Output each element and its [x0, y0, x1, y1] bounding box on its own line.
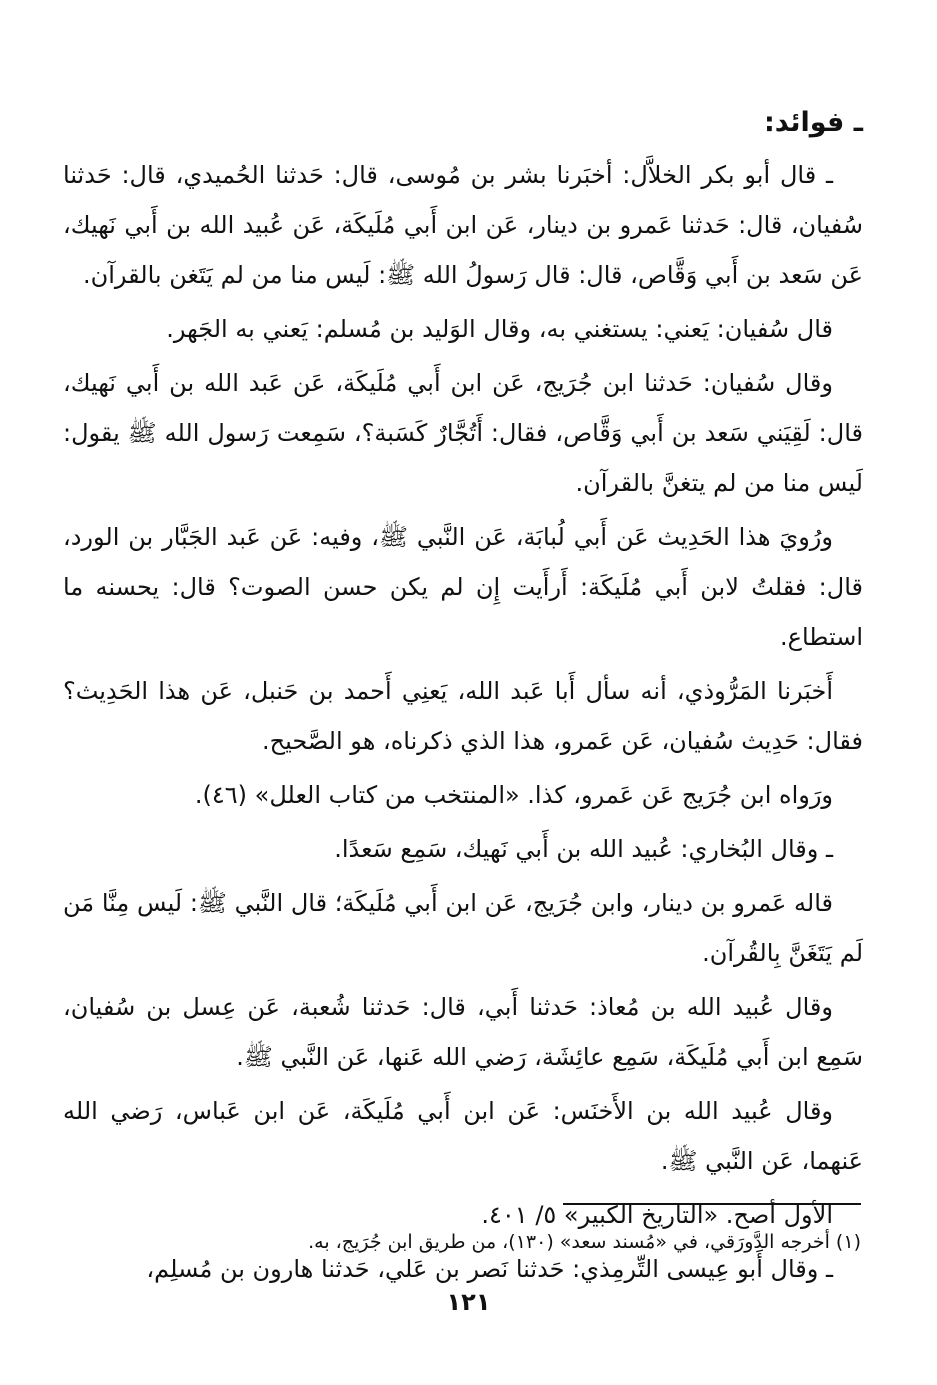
page-body: [63, 96, 863, 1298]
paragraph-sufyan-explanation: قال سُفيان: يَعني: يستغني به، وقال الوَليد بن مُسلم: يَعني به الجَهر.: [166, 315, 833, 343]
footnote-divider: [563, 1203, 861, 1205]
paragraph-abu-lubaba: ورُويَ هذا الحَدِيث عَن أَبي لُبابَة، عَن النَّبي ﷺ، وفيه: عَن عَبد الجَبَّار بن الورد، قال: فقلتُ لابن أَبي مُلَيكَة: أَرأَيت إِن لم يكن حسن الصوت؟ قال: يحسنه ما استطاع.: [63, 523, 863, 651]
paragraph-ibn-al-akhnas: وقال عُبيد الله بن الأَخنَس: عَن ابن أَبي مُلَيكَة، عَن ابن عَباس، رَضي الله عَنهما، عَن النَّبي ﷺ.: [63, 1097, 863, 1175]
paragraph-tirmidhi: ـ وقال أَبو عِيسى التِّرمِذي: حَدثنا نَصر بن عَلي، حَدثنا هارون بن مُسلِم،: [146, 1255, 833, 1283]
paragraph-ubaidullah-ibn-muadh: وقال عُبيد الله بن مُعاذ: حَدثنا أَبي، قال: حَدثنا شُعبة، عَن عِسل بن سُفيان، سَمِع ابن أَبي مُلَيكَة، سَمِع عائِشَة، رَضي الله عَنها، عَن النَّبي ﷺ.: [63, 993, 863, 1071]
paragraph-tarikh-kabir-reference: الأول أصح. «التاريخ الكبير» ٥/ ٤٠١.: [481, 1201, 833, 1229]
section-heading: ـ فوائد:: [763, 107, 863, 138]
paragraph-marrudhi: أَخبَرنا المَرُّوذي، أنه سأل أَبا عَبد الله، يَعنِي أَحمد بن حَنبل، عَن هذا الحَدِيث؟ فقال: حَدِيث سُفيان، عَن عَمرو، هذا الذي ذكرناه، هو الصَّحيح.: [63, 677, 863, 755]
paragraph-khallal-chain: ـ قال أبو بكر الخلاَّل: أخبَرنا بشر بن مُوسى، قال: حَدثنا الحُميدي، قال: حَدثنا سُفيان، قال: حَدثنا عَمرو بن دينار، عَن ابن أَبي مُلَيكَة، عَن عُبيد الله بن أَبي نَهيك، عَن سَعد بن أَبي وَقَّاص، قال: قال رَسولُ الله ﷺ: لَيس منا من لم يَتَغن بالقرآن.: [63, 161, 863, 289]
paragraph-muntakhab-reference: ورَواه ابن جُرَيج عَن عَمرو، كذا. «المنتخب من كتاب العلل» (٤٦).: [194, 781, 833, 809]
paragraph-amr-ibn-dinar: قاله عَمرو بن دينار، وابن جُرَيج، عَن ابن أَبي مُلَيكَة؛ قال النَّبي ﷺ: لَيس مِنَّا مَن لَم يَتَغَنَّ بِالقُرآن.: [63, 889, 863, 967]
footnote: (١) أخرجه الدَّورَقي، في «مُسند سعد» (١٣٠)، من طريق ابن جُرَيج، به.: [308, 1231, 861, 1253]
paragraph-bukhari: ـ وقال البُخاري: عُبيد الله بن أَبي نَهيك، سَمِع سَعدًا.: [334, 835, 833, 863]
paragraph-ibn-juraij-chain: وقال سُفيان: حَدثنا ابن جُرَيج، عَن ابن أَبي مُلَيكَة، عَن عَبد الله بن أَبي نَهيك، قال: لَقِيَني سَعد بن أَبي وَقَّاص، فقال: أَتُجَّارٌ كَسَبة؟، سَمِعت رَسول الله ﷺ يقول: لَيس منا من لم يتغنَّ بالقرآن.: [63, 369, 863, 497]
page-number: ١٢١: [446, 1288, 491, 1316]
